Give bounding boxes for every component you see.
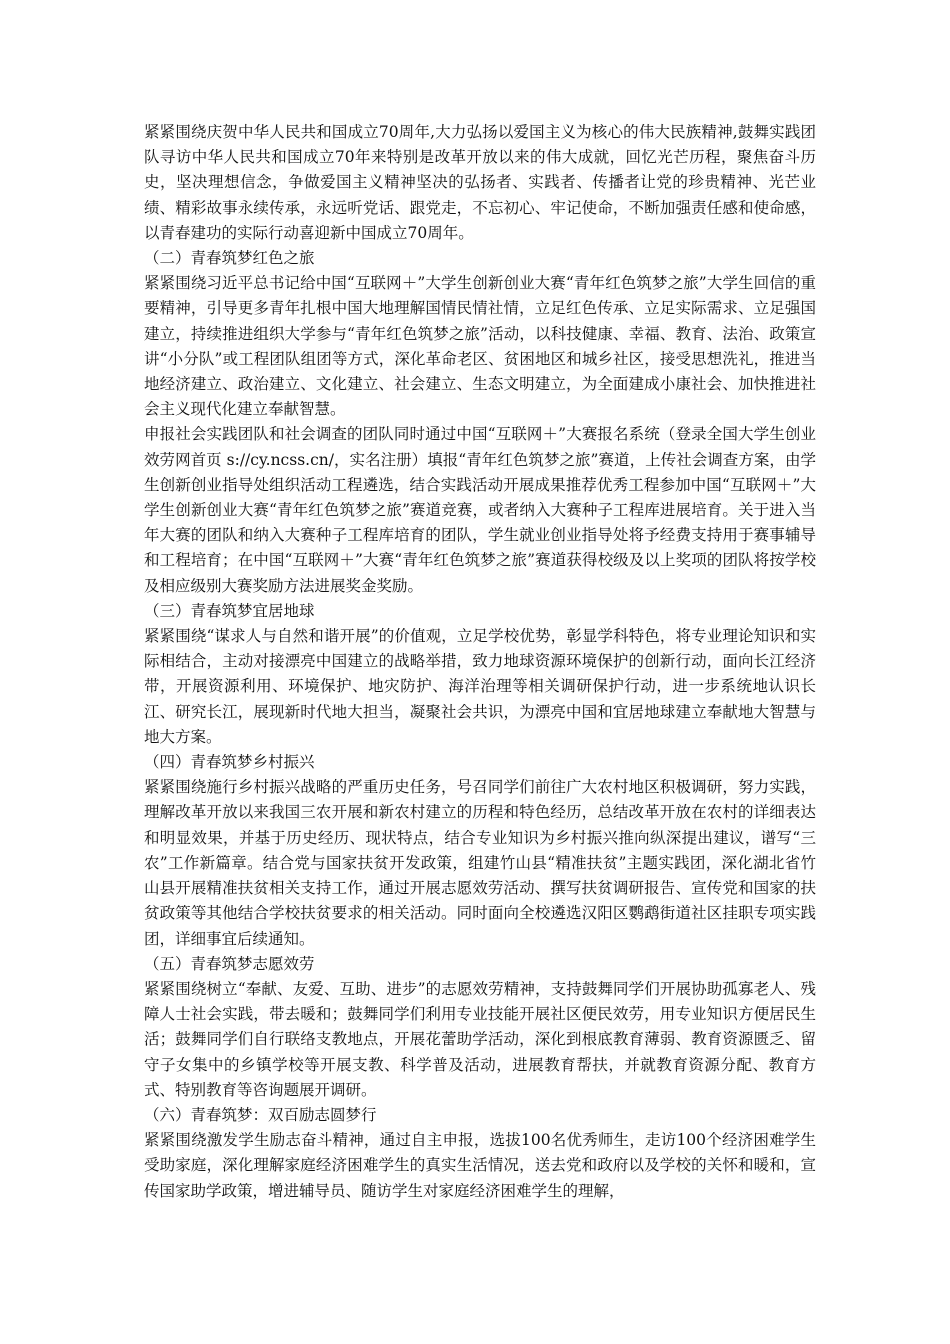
section-heading-4: （四）青春筑梦乡村振兴 <box>144 753 315 772</box>
section-heading-2: （二）青春筑梦红色之旅 <box>144 249 315 268</box>
paragraph-application: 申报社会实践团队和社会调查的团队同时通过中国“互联网＋”大赛报名系统（登录全国大学生创业效劳网首页 s://cy.ncss.cn/，实名注册）填报“青年红色筑梦之旅”赛道，上传社会调查方案，由学生创新创业指导处组织活动工程遴选，结合实践活动开展成果推荐优秀工程参加中国“互联网＋”大学生创新创业大赛“青年红色筑梦之旅”赛道竞赛，或者纳入大赛种子工程库进展培育。关于进入当年大赛的团队和纳入大赛种子工程库培育的团队，学生就业创业指导处将予经费支持用于赛事辅导和工程培育；在中国“互联网＋”大赛“青年红色筑梦之旅”赛道获得校级及以上奖项的团队将按学校及相应级别大赛奖励方法进展奖金奖励。 <box>144 425 816 595</box>
section-heading-3: （三）青春筑梦宜居地球 <box>144 601 315 620</box>
paragraph-volunteer: 紧紧围绕树立“奉献、友爱、互助、进步”的志愿效劳精神，支持鼓舞同学们开展协助孤寡老人、残障人士社会实践，带去暖和；鼓舞同学们利用专业技能开展社区便民效劳，用专业知识方便居民生活；鼓舞同学们自行联络支教地点，开展花蕾助学活动，深化到根底教育薄弱、教育资源匮乏、留守子女集中的乡镇学校等开展支教、科学普及活动，进展教育帮扶，并就教育资源分配、教育方式、特别教育等咨询题展开调研。 <box>144 979 816 1099</box>
document-body <box>144 120 816 1204</box>
paragraph-livable-earth: 紧紧围绕“谋求人与自然和谐开展”的价值观，立足学校优势，彰显学科特色，将专业理论知识和实际相结合，主动对接漂亮中国建立的战略举措，致力地球资源环境保护的创新行动，面向长江经济带，开展资源利用、环境保护、地灾防护、海洋治理等相关调研保护行动，进一步系统地认识长江、研究长江，展现新时代地大担当，凝聚社会共识，为漂亮中国和宜居地球建立奉献地大智慧与地大方案。 <box>144 627 816 746</box>
paragraph-red-journey: 紧紧围绕习近平总书记给中国“互联网＋”大学生创新创业大赛“青年红色筑梦之旅”大学生回信的重要精神，引导更多青年扎根中国大地理解国情民情社情，立足红色传承、立足实际需求、立足强国建立，持续推进组织大学参与“青年红色筑梦之旅”活动，以科技健康、幸福、教育、法治、政策宣讲“小分队”或工程团队组团等方式，深化革命老区、贫困地区和城乡社区，接受思想洗礼，推进当地经济建立、政治建立、文化建立、社会建立、生态文明建立，为全面建成小康社会、加快推进社会主义现代化建立奉献智慧。 <box>144 274 816 419</box>
paragraph-intro: 紧紧围绕庆贺中华人民共和国成立70周年,大力弘扬以爱国主义为核心的伟大民族精神,鼓舞实践团队寻访中华人民共和国成立70年来特别是改革开放以来的伟大成就，回忆光芒历程，聚焦奋斗历史，坚决理想信念，争做爱国主义精神坚决的弘扬者、实践者、传播者让党的珍贵精神、光芒业绩、精彩故事永续传承，永远听党话、跟党走，不忘初心、牢记使命，不断加强责任感和使命感，以青春建功的实际行动喜迎新中国成立70周年。 <box>144 123 816 242</box>
section-heading-5: （五）青春筑梦志愿效劳 <box>144 954 315 973</box>
paragraph-rural-revitalization: 紧紧围绕施行乡村振兴战略的严重历史任务，号召同学们前往广大农村地区积极调研，努力实践，理解改革开放以来我国三农开展和新农村建立的历程和特色经历，总结改革开放在农村的详细表达和明显效果，并基于历史经历、现状特点，结合专业知识为乡村振兴推向纵深提出建议，谱写“三农”工作新篇章。结合党与国家扶贫开发政策，组建竹山县“精准扶贫”主题实践团，深化湖北省竹山县开展精准扶贫相关支持工作，通过开展志愿效劳活动、撰写扶贫调研报告、宣传党和国家的扶贫政策等其他结合学校扶贫要求的相关活动。同时面向全校遴选汉阳区鹦鹉街道社区挂职专项实践团，详细事宜后续通知。 <box>144 778 816 948</box>
section-heading-6: （六）青春筑梦：双百励志圆梦行 <box>144 1105 377 1124</box>
paragraph-double-hundred: 紧紧围绕激发学生励志奋斗精神，通过自主申报，选拔100名优秀师生，走访100个经济困难学生受助家庭，深化理解家庭经济困难学生的真实生活情况，送去党和政府以及学校的关怀和暖和，宣传国家助学政策，增进辅导员、随访学生对家庭经济困难学生的理解， <box>144 1131 816 1200</box>
